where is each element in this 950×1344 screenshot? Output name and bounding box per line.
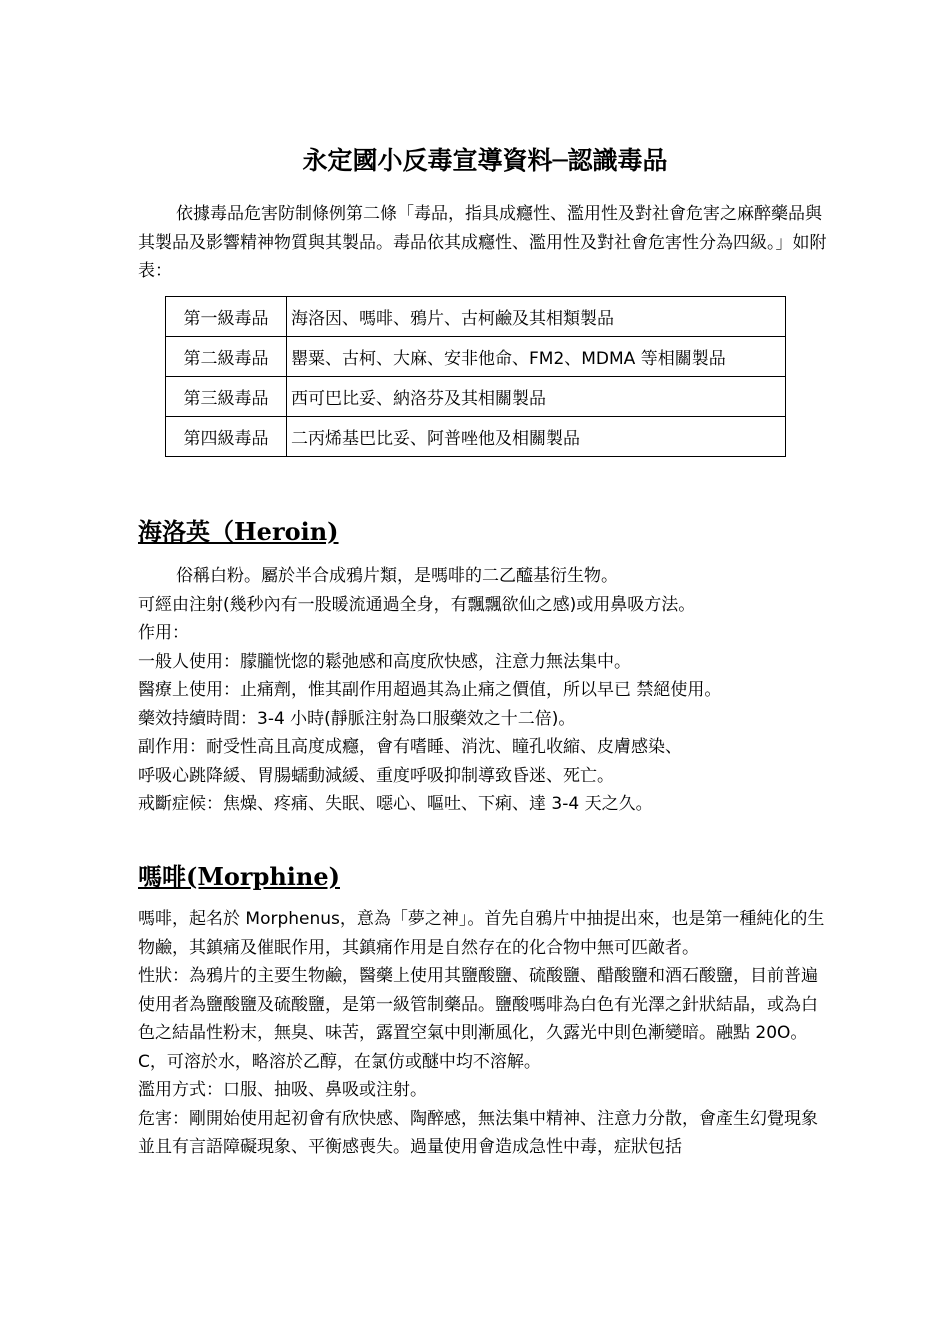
items-cell: 二丙烯基巴比妥、阿普唑他及相關製品 xyxy=(287,417,786,457)
morphine-paragraph-properties: 性狀：為鴉片的主要生物鹼，醫藥上使用其鹽酸鹽、硫酸鹽、醋酸鹽和酒石酸鹽，目前普遍使用者為鹽酸鹽及硫酸鹽，是第一級管制藥品。鹽酸嗎啡為白色有光澤之針狀結晶，或為白色之結晶性粉末，無臭、味苦，露置空氣中則漸風化，久露光中則色漸變暗。融點 20O。C，可溶於水，略溶於乙醇，在氯仿或醚中均不溶解。 xyxy=(138,966,818,1072)
items-cell: 罌粟、古柯、大麻、安非他命、FM2、MDMA 等相關製品 xyxy=(287,337,786,377)
heroin-line: 俗稱白粉。屬於半合成鴉片類，是嗎啡的二乙醯基衍生物。 xyxy=(176,566,618,586)
heroin-section xyxy=(138,562,830,819)
table-row xyxy=(166,337,786,377)
level-cell: 第四級毒品 xyxy=(166,417,287,457)
items-cell: 海洛因、嗎啡、鴉片、古柯鹼及其相類製品 xyxy=(287,297,786,337)
table-row xyxy=(166,377,786,417)
morphine-paragraph-harm: 危害：剛開始使用起初會有欣快感、陶醉感，無法集中精神、注意力分散，會產生幻覺現象並且有言語障礙現象、平衡感喪失。過量使用會造成急性中毒，症狀包括 xyxy=(138,1108,818,1157)
heroin-line: 醫療上使用：止痛劑，惟其副作用超過其為止痛之價值，所以早已 禁絕使用。 xyxy=(138,680,722,700)
morphine-paragraph-intro: 嗎啡，起名於 Morphenus，意為「夢之神」。首先自鴉片中抽提出來，也是第一種純化的生物鹼，其鎮痛及催眠作用，其鎮痛作用是自然存在的化合物中無可匹敵者。 xyxy=(138,909,825,958)
heroin-heading: 海洛英（Heroin) xyxy=(138,517,339,546)
heroin-line: 作用： xyxy=(138,623,189,643)
level-cell: 第二級毒品 xyxy=(166,337,287,377)
heroin-line: 一般人使用：朦朧恍惚的鬆弛感和高度欣快感，注意力無法集中。 xyxy=(138,651,631,672)
page-title: 永定國小反毒宣導資料─認識毒品 xyxy=(302,146,668,175)
table-row xyxy=(166,297,786,337)
table-row xyxy=(166,417,786,457)
level-cell: 第三級毒品 xyxy=(166,377,287,417)
heroin-line: 藥效持續時間：3-4 小時(靜脈注射為口服藥效之十二倍)。 xyxy=(138,708,576,729)
level-cell: 第一級毒品 xyxy=(166,297,287,337)
heroin-line: 可經由注射(幾秒內有一股暖流通過全身，有飄飄欲仙之感)或用鼻吸方法。 xyxy=(138,594,696,615)
morphine-paragraph-abuse: 濫用方式：口服、抽吸、鼻吸或注射。 xyxy=(138,1080,427,1100)
morphine-heading: 嗎啡(Morphine) xyxy=(138,862,340,891)
drug-level-table xyxy=(165,296,786,457)
intro-paragraph: 依據毒品危害防制條例第二條「毒品，指具成癮性、濫用性及對社會危害之麻醉藥品與其製品及影響精神物質與其製品。毒品依其成癮性、濫用性及對社會危害性分為四級。」如附表： xyxy=(138,204,827,281)
items-cell: 西可巴比妥、納洛芬及其相關製品 xyxy=(287,377,786,417)
heroin-line: 副作用：耐受性高且高度成癮，會有嗜睡、消沈、瞳孔收縮、皮膚感染、 xyxy=(138,737,682,757)
heroin-line: 呼吸心跳降緩、胃腸蠕動減緩、重度呼吸抑制導致昏迷、死亡。 xyxy=(138,765,614,786)
morphine-section xyxy=(138,905,830,1162)
heroin-line: 戒斷症候：焦燥、疼痛、失眠、噁心、嘔吐、下痢、達 3-4 天之久。 xyxy=(138,794,653,814)
